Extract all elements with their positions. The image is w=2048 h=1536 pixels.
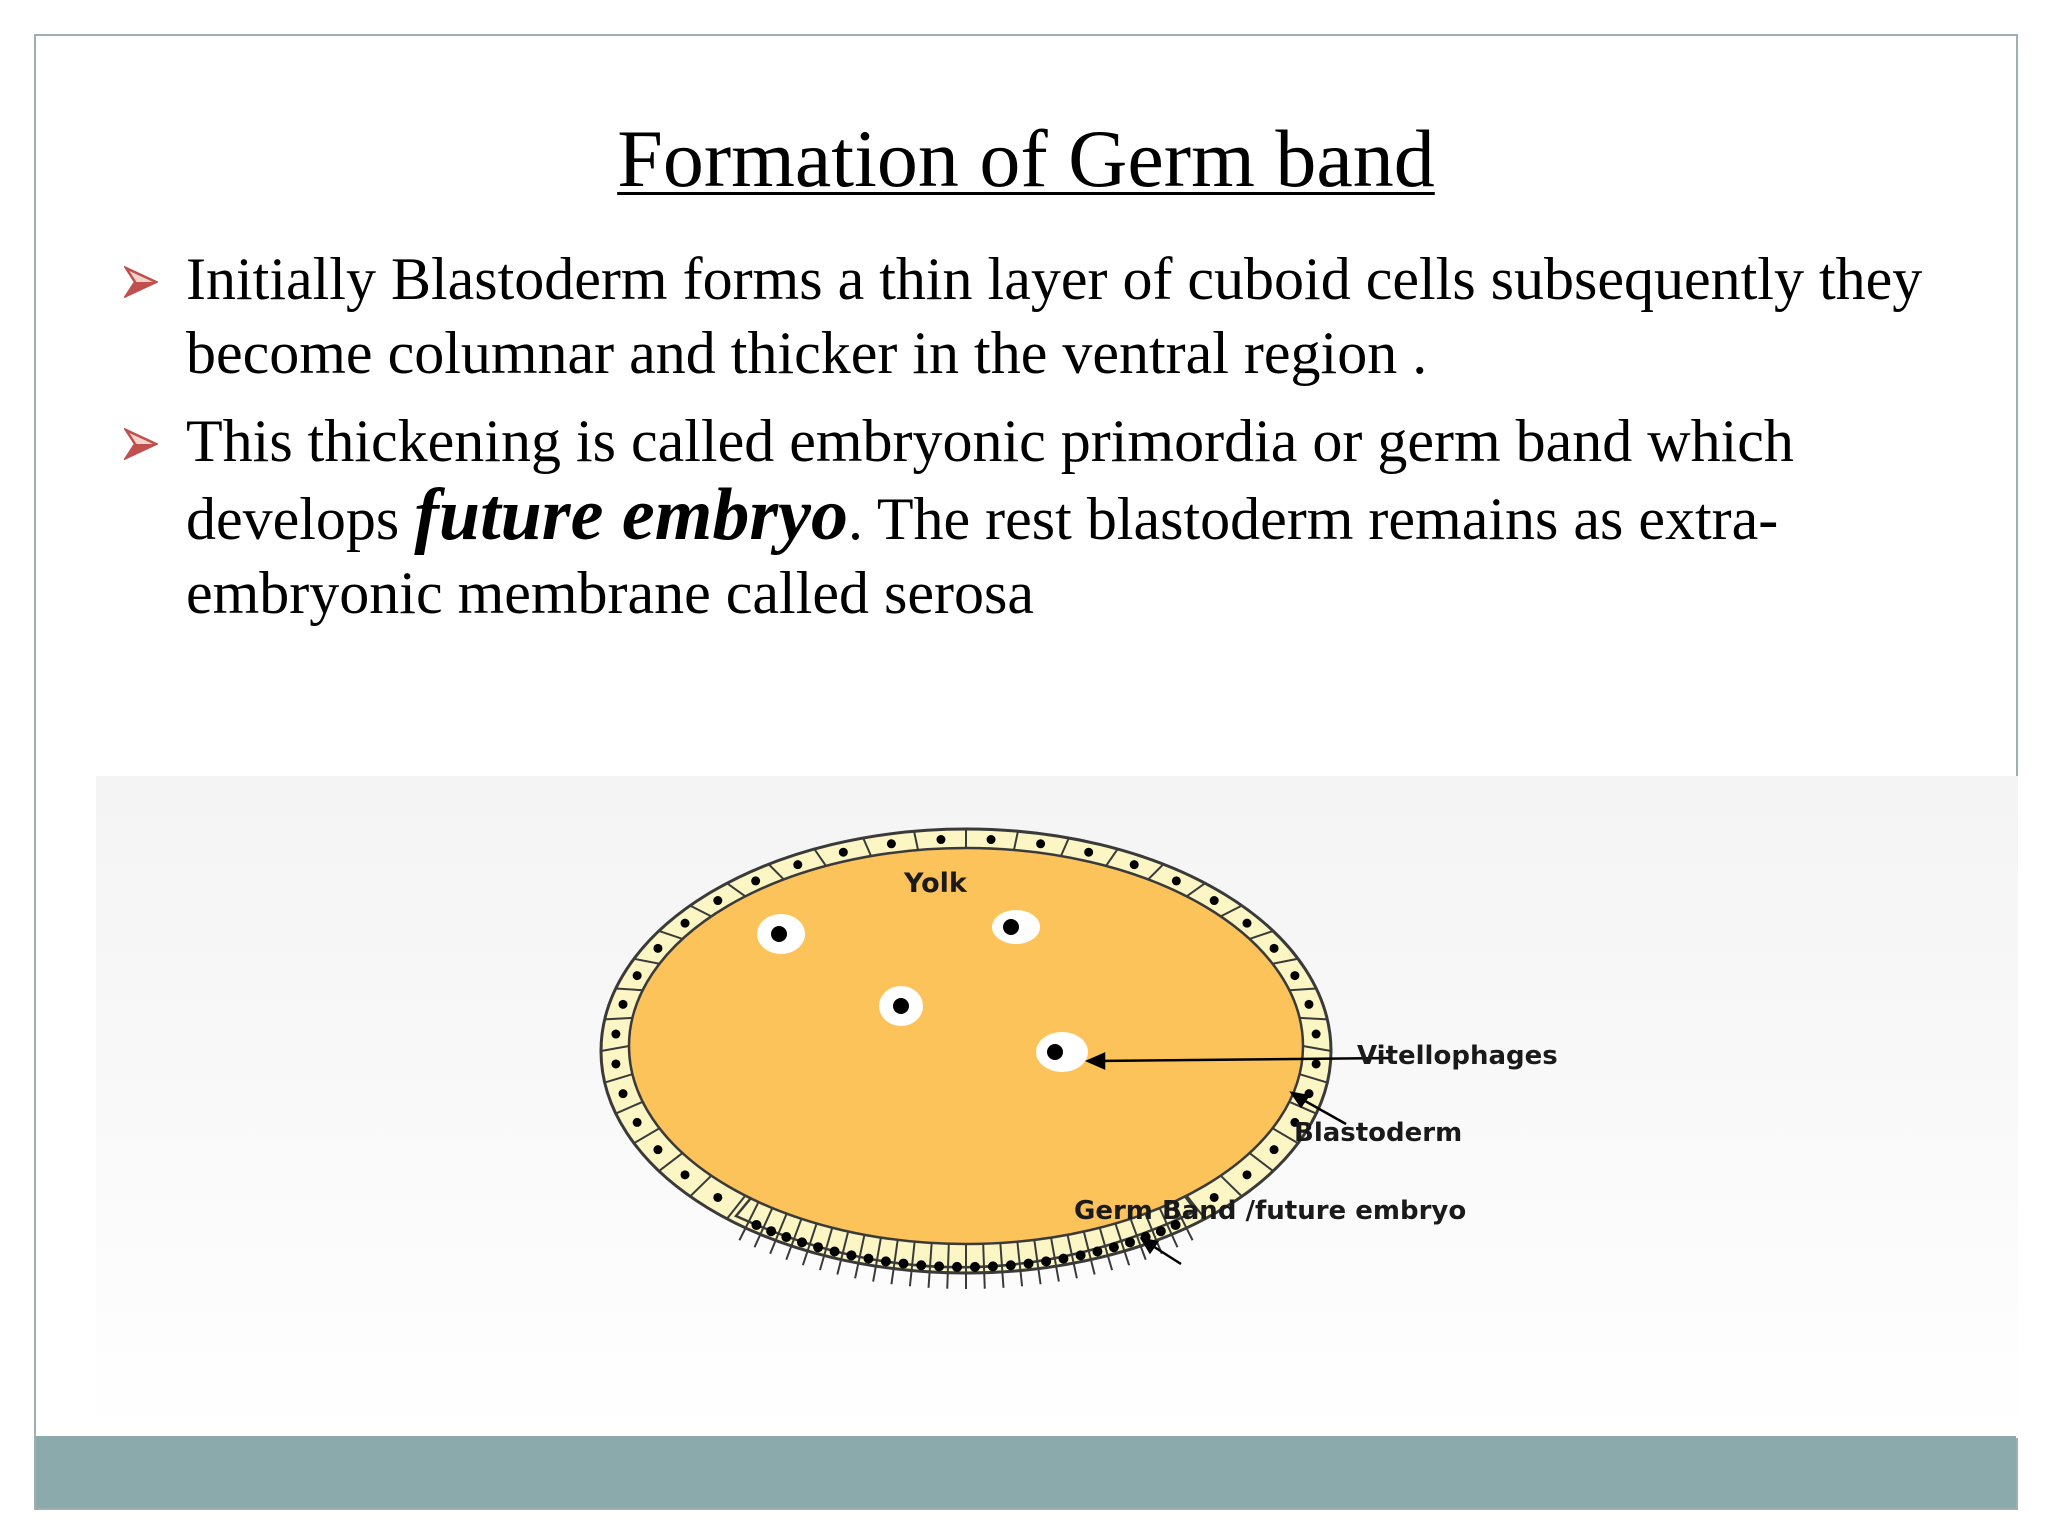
germ-cell-nucleus <box>781 1232 791 1242</box>
blastoderm-label: Blastoderm <box>1294 1118 1463 1148</box>
germ-cell-nucleus <box>1058 1254 1068 1264</box>
germ-cell-nucleus <box>751 1220 761 1230</box>
cell-nucleus <box>653 944 662 953</box>
bullet-item <box>94 242 1994 390</box>
bullet-text-continued: . The rest blastoderm remains as extra-embryonic membrane called serosa <box>186 486 1779 626</box>
cell-nucleus <box>1312 1059 1321 1068</box>
cell-nucleus <box>839 848 848 857</box>
cell-nucleus <box>1172 876 1181 885</box>
germ-cell-nucleus <box>766 1226 776 1236</box>
cell-nucleus <box>1210 896 1219 905</box>
footer-bar <box>36 1436 2016 1508</box>
cell-nucleus <box>1270 1145 1279 1154</box>
cell-nucleus <box>1242 1170 1251 1179</box>
bullet-list <box>94 242 1994 644</box>
germ-cell-nucleus <box>1006 1260 1016 1270</box>
germ-cell-nucleus <box>916 1260 926 1270</box>
arrow-bullet-icon <box>124 266 158 298</box>
cell-nucleus <box>1270 944 1279 953</box>
germ-cell-nucleus <box>1156 1226 1166 1236</box>
germ-cell-nucleus <box>1125 1237 1135 1247</box>
cell-nucleus <box>936 835 945 844</box>
cell-nucleus <box>681 1170 690 1179</box>
cell-nucleus <box>751 876 760 885</box>
germ-cell-nucleus <box>864 1254 874 1264</box>
cell-nucleus <box>1036 839 1045 848</box>
germ-cell-nucleus <box>898 1259 908 1269</box>
cell-nucleus <box>633 971 642 980</box>
germ-cell-nucleus <box>1076 1250 1086 1260</box>
cell-nucleus <box>1290 971 1299 980</box>
cell-nucleus <box>633 1118 642 1127</box>
emphasis-text: future embryo <box>414 474 848 556</box>
yolk-label: Yolk <box>904 868 967 899</box>
vitellophage-cell <box>757 914 805 954</box>
cell-nucleus <box>1304 1000 1313 1009</box>
germ-band-label: Germ Band /future embryo <box>1074 1196 1467 1226</box>
germ-cell-nucleus <box>1109 1242 1119 1252</box>
bullet-text: This thickening is called embryonic primordia or germ band which develops <box>186 408 1794 552</box>
cell-nucleus <box>681 919 690 928</box>
bullet-item <box>94 404 1994 630</box>
germ-cell-nucleus <box>1024 1259 1034 1269</box>
cell-nucleus <box>611 1059 620 1068</box>
cell-nucleus <box>713 896 722 905</box>
yolk-mass <box>629 848 1303 1244</box>
bullet-text: Initially Blastoderm forms a thin layer of cuboid cells subsequently they become columnar and thicker in the ventral region . <box>186 246 1923 386</box>
vitellophage-cell <box>992 910 1040 944</box>
slide <box>34 34 2018 1510</box>
germ-cell-nucleus <box>1092 1247 1102 1257</box>
germ-cell-nucleus <box>846 1250 856 1260</box>
cell-nucleus <box>611 1030 620 1039</box>
cell-nucleus <box>1130 860 1139 869</box>
germ-cell-nucleus <box>988 1261 998 1271</box>
slide-title: Formation of Germ band <box>617 113 1435 204</box>
vitellophages-label: Vitellophages <box>1357 1041 1558 1071</box>
germ-cell-nucleus <box>970 1262 980 1272</box>
cell-nucleus <box>713 1193 722 1202</box>
germ-cell-nucleus <box>1041 1256 1051 1266</box>
germ-cell-nucleus <box>934 1261 944 1271</box>
cell-nucleus <box>887 839 896 848</box>
cell-nucleus <box>653 1145 662 1154</box>
cell-nucleus <box>619 1089 628 1098</box>
cell-nucleus <box>793 860 802 869</box>
germ-cell-nucleus <box>813 1242 823 1252</box>
germ-cell-nucleus <box>830 1247 840 1257</box>
germ-cell-nucleus <box>797 1237 807 1247</box>
vitellophage-cell <box>1036 1032 1088 1072</box>
cell-nucleus <box>1242 919 1251 928</box>
cell-nucleus <box>619 1000 628 1009</box>
germ-cell-nucleus <box>952 1262 962 1272</box>
germ-cell-nucleus <box>881 1256 891 1266</box>
cell-nucleus <box>1312 1030 1321 1039</box>
vitellophage-cell <box>879 986 923 1026</box>
cell-nucleus <box>1084 848 1093 857</box>
arrow-bullet-icon <box>124 428 158 460</box>
cell-nucleus <box>987 835 996 844</box>
